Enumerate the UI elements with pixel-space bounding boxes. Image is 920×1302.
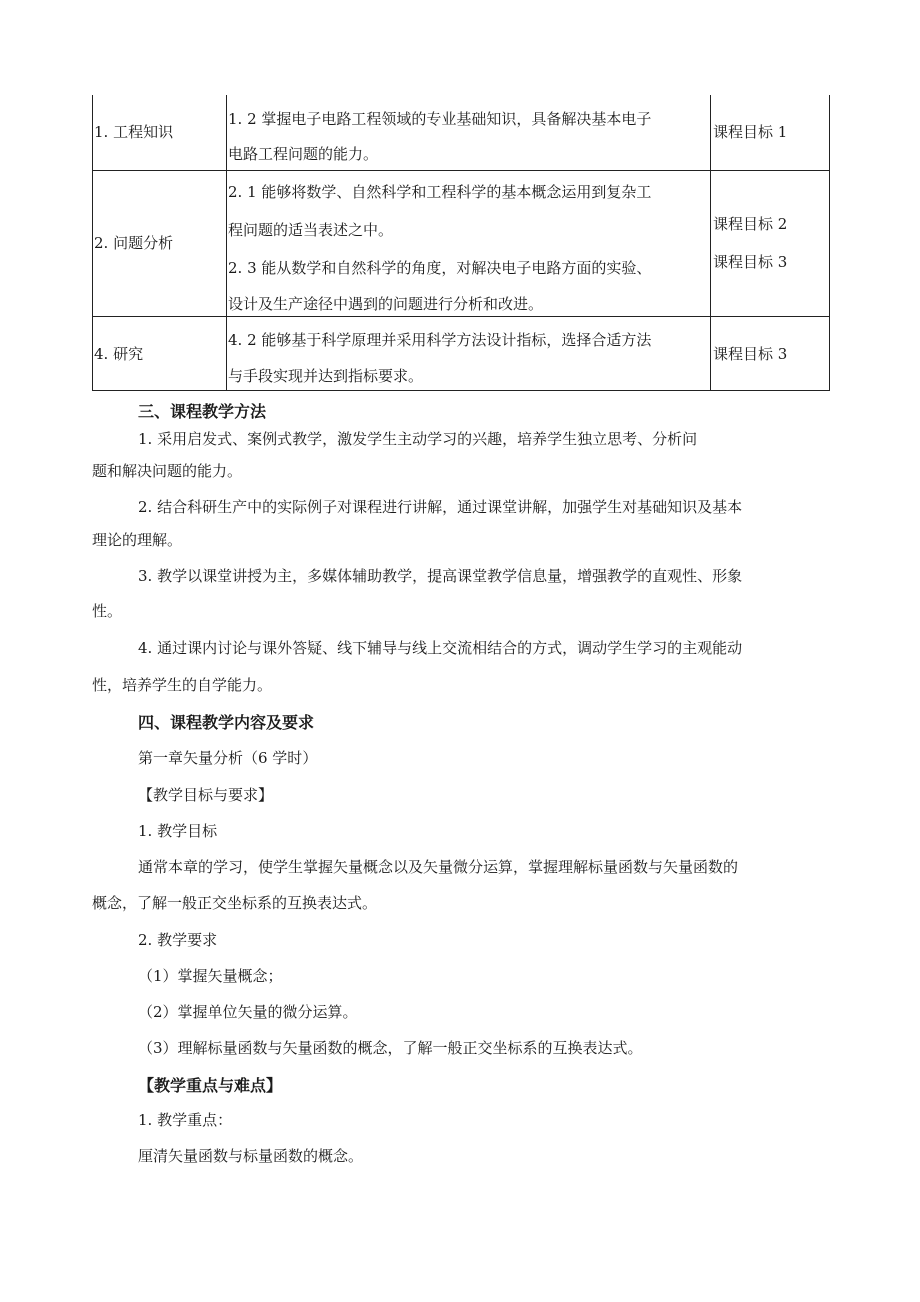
table-row-2-description-line-2: 程问题的适当表述之中。 xyxy=(228,221,394,239)
method-4-line-2: 性，培养学生的自学能力。 xyxy=(92,676,273,694)
table-row-3-requirement: 4. 研究 xyxy=(94,345,144,363)
method-1-line-1: 1. 采用启发式、案例式教学，激发学生主动学习的兴趣，培养学生独立思考、分析问 xyxy=(138,430,698,448)
table-row-1-description-line-1: 1. 2 掌握电子电路工程领域的专业基础知识，具备解决基本电子 xyxy=(228,110,652,128)
goal-2-label: 2. 教学要求 xyxy=(138,931,218,949)
table-row-3-goal: 课程目标 3 xyxy=(713,345,788,363)
table-row-2-requirement: 2. 问题分析 xyxy=(94,234,174,252)
goals-heading: 【教学目标与要求】 xyxy=(138,786,274,804)
keypoint-1-text: 厘清矢量函数与标量函数的概念。 xyxy=(138,1147,364,1165)
requirement-1: （1）掌握矢量概念； xyxy=(138,967,283,985)
method-1-line-2: 题和解决问题的能力。 xyxy=(92,462,243,480)
goal-1-text-line-2: 概念，了解一般正交坐标系的互换表达式。 xyxy=(92,894,378,912)
table-row-2-description-line-4: 设计及生产途径中遇到的问题进行分析和改进。 xyxy=(228,295,544,313)
method-3-line-2: 性。 xyxy=(92,602,123,620)
table-row-3-description-line-1: 4. 2 能够基于科学原理并采用科学方法设计指标，选择合适方法 xyxy=(228,331,652,349)
table-row-3-description-line-2: 与手段实现并达到指标要求。 xyxy=(228,367,424,385)
method-3-line-1: 3. 教学以课堂讲授为主，多媒体辅助教学，提高课堂教学信息量，增强教学的直观性、形象 xyxy=(138,567,743,585)
table-row-1-requirement: 1. 工程知识 xyxy=(94,123,174,141)
table-row-2-description-line-1: 2. 1 能够将数学、自然科学和工程科学的基本概念运用到复杂工 xyxy=(228,183,652,201)
table-row-2-description-line-3: 2. 3 能从数学和自然科学的角度，对解决电子电路方面的实验、 xyxy=(228,259,652,277)
section-3-title: 三、课程教学方法 xyxy=(138,402,267,421)
requirement-2: （2）掌握单位矢量的微分运算。 xyxy=(138,1003,358,1021)
table-row-2-goal-2: 课程目标 3 xyxy=(713,253,788,271)
table-row-1-description-line-2: 电路工程问题的能力。 xyxy=(228,145,379,163)
table-row-2-goal-1: 课程目标 2 xyxy=(713,215,788,233)
method-2-line-2: 理论的理解。 xyxy=(92,531,183,549)
chapter-title: 第一章矢量分析（6 学时） xyxy=(138,749,318,767)
table-row-1-goal: 课程目标 1 xyxy=(713,123,788,141)
requirement-3: （3）理解标量函数与矢量函数的概念，了解一般正交坐标系的互换表达式。 xyxy=(138,1039,643,1057)
method-4-line-1: 4. 通过课内讨论与课外答疑、线下辅导与线上交流相结合的方式，调动学生学习的主观能动 xyxy=(138,639,743,657)
keypoints-heading: 【教学重点与难点】 xyxy=(138,1076,283,1095)
section-4-title: 四、课程教学内容及要求 xyxy=(138,713,315,732)
keypoint-1-label: 1. 教学重点： xyxy=(138,1111,233,1129)
method-2-line-1: 2. 结合科研生产中的实际例子对课程进行讲解，通过课堂讲解，加强学生对基础知识及基本 xyxy=(138,498,743,516)
goal-1-text-line-1: 通常本章的学习，使学生掌握矢量概念以及矢量微分运算，掌握理解标量函数与矢量函数的 xyxy=(138,858,739,876)
goal-1-label: 1. 教学目标 xyxy=(138,822,218,840)
